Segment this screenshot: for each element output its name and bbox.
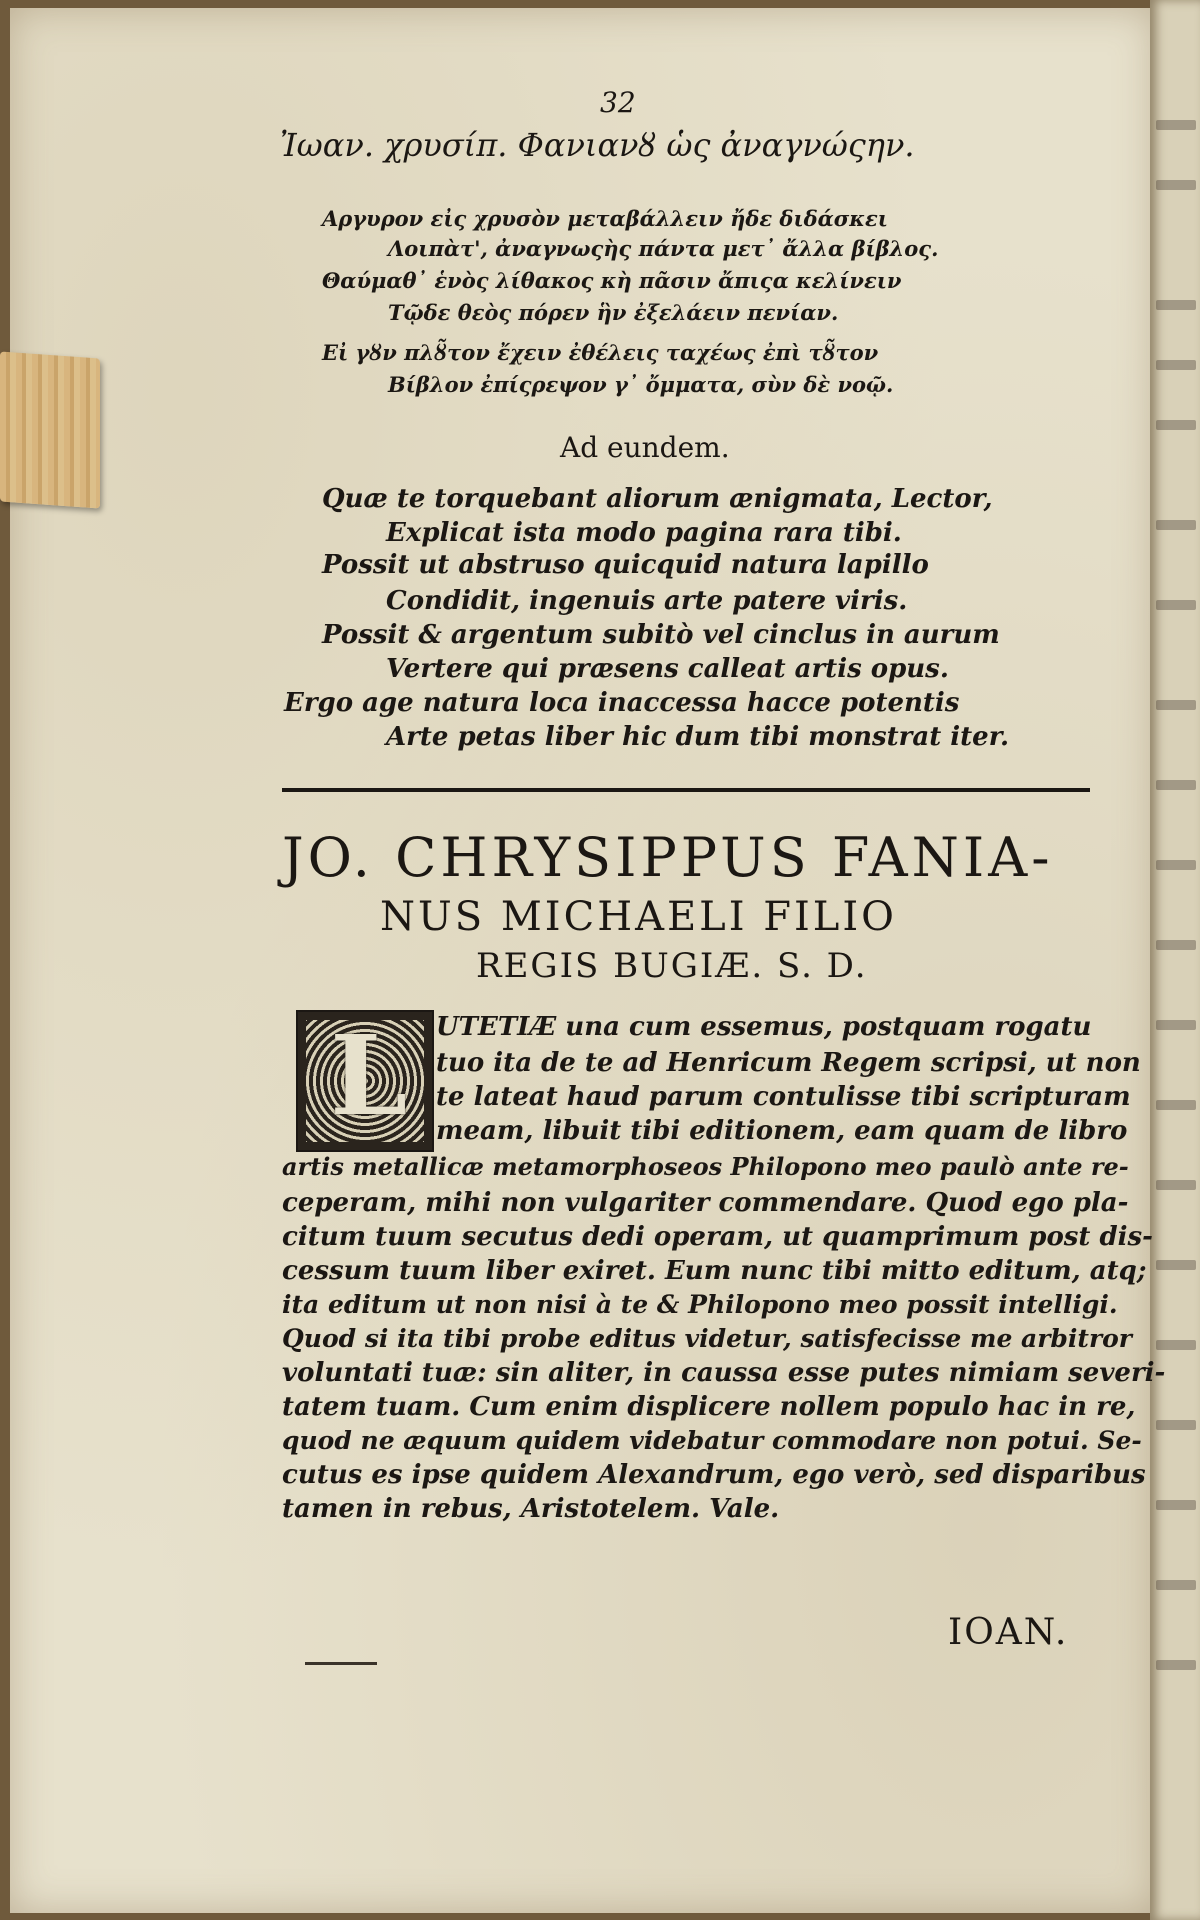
latin-heading: Ad eundem.	[560, 431, 730, 464]
body-line-8: cessum tuum liber exiret. Eum nunc tibi mitto editum, atq;	[282, 1256, 1147, 1286]
body-line-10: Quod si ita tibi probe editus videtur, satisfecisse me arbitror	[282, 1324, 1132, 1353]
body-line-13: quod ne æquum quidem videbatur commodare non potui. Se-	[282, 1426, 1142, 1455]
latin-verse-3: Possit ut abstruso quicquid natura lapillo	[322, 550, 929, 580]
page-number: 32	[600, 86, 636, 119]
latin-verse-8: Arte petas liber hic dum tibi monstrat iter.	[386, 722, 1010, 752]
body-line-11: voluntati tuæ: sin aliter, in caussa esse putes nimiam severi-	[282, 1358, 1166, 1388]
dedication-title-line-1: JO. CHRYSIPPUS FANIA-	[282, 826, 1054, 889]
body-line-5: artis metallicæ metamorphoseos Philopono meo paulò ante re-	[282, 1152, 1129, 1181]
adjacent-page-edge	[1150, 0, 1200, 1920]
latin-verse-5: Possit & argentum subitò vel cinclus in aurum	[322, 620, 1000, 650]
greek-title: Ἰωαν. χρυσίπ. Φανιανȣ ὡς ἀναγνώςην.	[280, 126, 915, 164]
body-line-4: meam, libuit tibi editionem, eam quam de libro	[436, 1116, 1128, 1146]
latin-verse-1: Quæ te torquebant aliorum ænigmata, Lector,	[322, 484, 993, 514]
body-line-9: ita editum ut non nisi à te & Philopono meo possit intelligi.	[282, 1290, 1118, 1319]
body-line-14: cutus es ipse quidem Alexandrum, ego verò, sed disparibus	[282, 1460, 1146, 1490]
latin-verse-4: Condidit, ingenuis arte patere viris.	[386, 586, 908, 616]
horizontal-rule	[282, 788, 1090, 792]
dedication-title-line-2: NUS MICHAELI FILIO	[380, 894, 897, 940]
body-line-1: UTETIÆ una cum essemus, postquam rogatu	[436, 1012, 1092, 1042]
greek-verse-3: Θαύμαθ᾽ ἑνὸς λίθακος κὴ πᾶσιν ἄπιςα κελίνειν	[322, 268, 902, 293]
wooden-bookmark	[0, 352, 100, 509]
greek-verse-2: Λοιπὰτ', ἀναγνωςὴς πάντα μετ᾽ ἄλλα βίβλος.	[388, 236, 939, 261]
greek-verse-6: Βίβλον ἐπίςρεψον γ᾽ ὄμματα, σὺν δὲ νοῷ.	[388, 372, 894, 397]
greek-verse-5: Εἰ γȣν πλȣ̃τον ἔχειν ἐθέλεις ταχέως ἐπὶ τȣ̃τον	[322, 340, 879, 365]
latin-verse-2: Explicat ista modo pagina rara tibi.	[386, 518, 902, 548]
latin-verse-6: Vertere qui præsens calleat artis opus.	[386, 654, 949, 684]
tail-mark	[305, 1662, 377, 1665]
latin-verse-7: Ergo age natura loca inaccessa hacce potentis	[284, 688, 960, 718]
body-line-12: tatem tuam. Cum enim displicere nollem populo hac in re,	[282, 1392, 1136, 1422]
body-line-2: tuo ita de te ad Henricum Regem scripsi, ut non	[436, 1048, 1141, 1078]
body-line-3: te lateat haud parum contulisse tibi scripturam	[436, 1082, 1131, 1112]
body-line-6: ceperam, mihi non vulgariter commendare. Quod ego pla-	[282, 1188, 1129, 1218]
body-line-15: tamen in rebus, Aristotelem. Vale.	[282, 1494, 780, 1524]
body-line-7: citum tuum secutus dedi operam, ut quamprimum post dis-	[282, 1222, 1153, 1252]
initial-letter: L	[330, 1011, 408, 1140]
catchword: IOAN.	[948, 1612, 1069, 1653]
decorated-initial	[296, 1010, 434, 1152]
greek-verse-4: Τῷδε θεὸς πόρεν ἣν ἐξελάειν πενίαν.	[388, 300, 839, 325]
greek-verse-1: Αργυρον εἰς χρυσὸν μεταβάλλειν ἤδε διδάσκει	[322, 206, 888, 231]
dedication-title-line-3: REGIS BUGIÆ. S. D.	[476, 946, 868, 986]
